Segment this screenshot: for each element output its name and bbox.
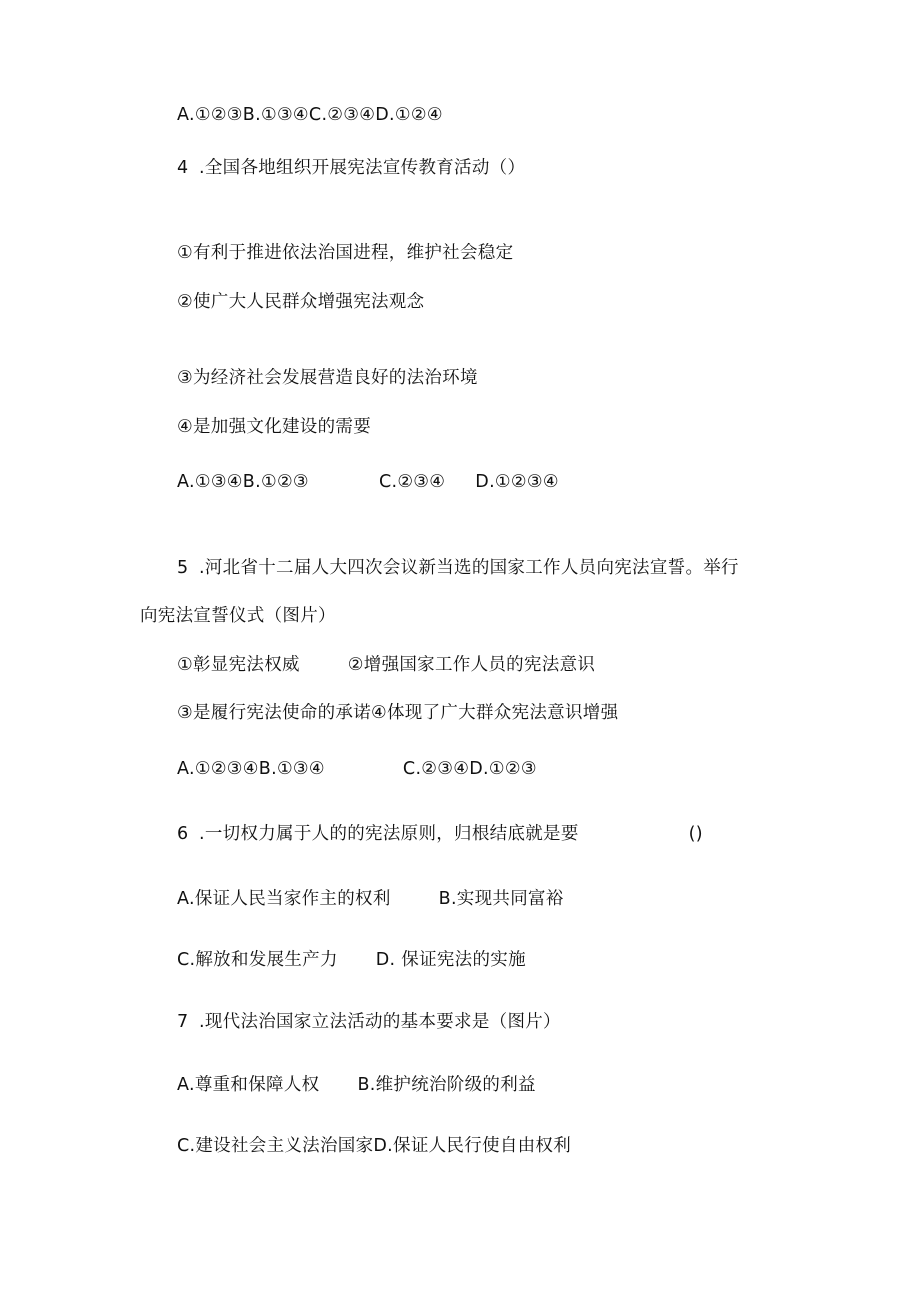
q6-option-d: D. 保证宪法的实施	[375, 950, 526, 970]
q5-item-2: ②增强国家工作人员的宪法意识	[347, 655, 596, 675]
q6-option-c: C.解放和发展生产力	[177, 950, 338, 970]
q5-stem-line1: .河北省十二届人大四次会议新当选的国家工作人员向宪法宣誓。举行	[199, 558, 739, 578]
q7-options-cd: C.建设社会主义法治国家D.保证人民行使自由权利	[177, 1136, 572, 1156]
q4-options	[177, 470, 559, 494]
q7-options-ab	[177, 1073, 536, 1097]
q6-stem: .一切权力属于人的的宪法原则，归根结底就是要	[199, 824, 579, 844]
q5-number: 5	[177, 558, 189, 578]
q6-option-a: A.保证人民当家作主的权利	[177, 889, 391, 909]
q4-item-1: ①有利于推进依法治国进程，维护社会稳定	[177, 243, 514, 263]
q5-option-ab: A.①②③④B.①③④	[177, 759, 325, 779]
q4-option-d: D.①②③④	[475, 472, 559, 492]
q5-items-12	[177, 653, 595, 677]
q6-options-ab	[177, 887, 564, 911]
q6-option-b: B.实现共同富裕	[438, 889, 564, 909]
q5-options	[177, 757, 537, 781]
q6-answer-paren: ()	[688, 824, 703, 844]
q5-stem-line2: 向宪法宣誓仪式（图片）	[140, 606, 336, 626]
q6-number: 6	[177, 824, 189, 844]
q5-item-1: ①彰显宪法权威	[177, 655, 300, 675]
q4-option-c: C.②③④	[378, 472, 446, 492]
q4-option-ab: A.①③④B.①②③	[177, 472, 309, 492]
q6-stem-line	[177, 822, 703, 846]
q7-option-b: B.维护统治阶级的利益	[357, 1075, 536, 1095]
q7-number: 7	[177, 1012, 189, 1032]
q6-options-cd	[177, 948, 526, 972]
q4-stem: .全国各地组织开展宪法宣传教育活动（）	[199, 158, 526, 178]
q5-stem-line	[177, 556, 739, 580]
q4-item-3: ③为经济社会发展营造良好的法治环境	[177, 368, 478, 388]
q5-option-cd: C.②③④D.①②③	[402, 759, 537, 779]
q4-item-2: ②使广大人民群众增强宪法观念	[177, 292, 425, 312]
q4-item-4: ④是加强文化建设的需要	[177, 417, 371, 437]
q5-items-34: ③是履行宪法使命的承诺④体现了广大群众宪法意识增强	[177, 703, 619, 723]
q3-options: A.①②③B.①③④C.②③④D.①②④	[177, 105, 443, 125]
q4-number: 4	[177, 158, 189, 178]
q7-stem-line	[177, 1010, 561, 1034]
q7-option-a: A.尊重和保障人权	[177, 1075, 320, 1095]
q7-stem: .现代法治国家立法活动的基本要求是（图片）	[199, 1012, 561, 1032]
q4-stem-line	[177, 156, 525, 180]
